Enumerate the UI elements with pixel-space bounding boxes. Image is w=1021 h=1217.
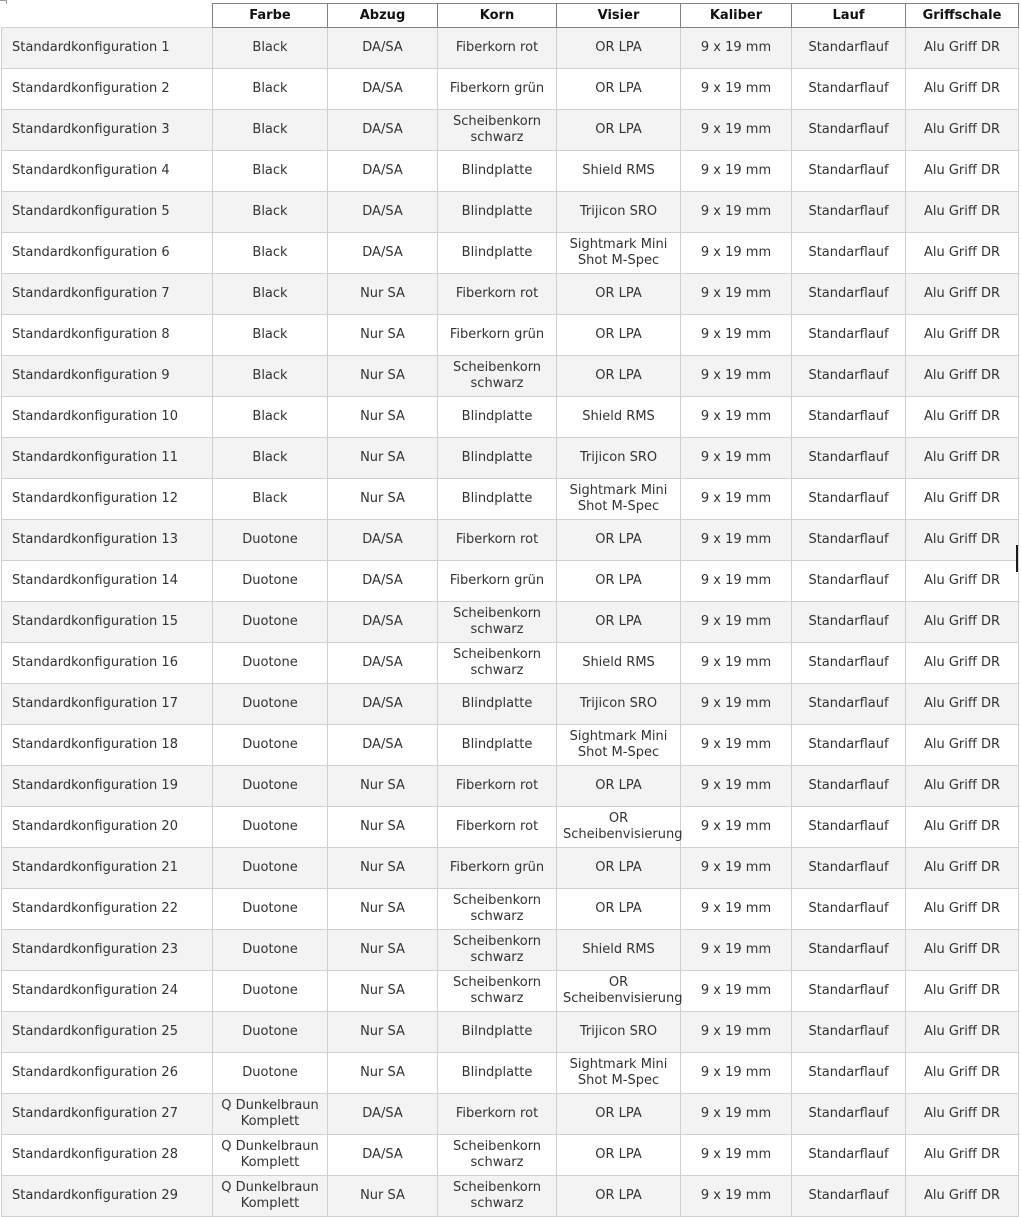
visier-cell: Trijicon SRO	[557, 684, 681, 725]
kaliber-cell: 9 x 19 mm	[681, 192, 792, 233]
farbe-cell: Black	[213, 315, 328, 356]
visier-cell: Shield RMS	[557, 151, 681, 192]
farbe-cell: Duotone	[213, 889, 328, 930]
header-row	[2, 4, 1019, 28]
kaliber-cell: 9 x 19 mm	[681, 110, 792, 151]
table-row	[2, 643, 1019, 684]
config-name-cell: Standardkonfiguration 16	[2, 643, 213, 684]
abzug-cell: DA/SA	[328, 725, 438, 766]
farbe-cell: Duotone	[213, 725, 328, 766]
abzug-cell: DA/SA	[328, 151, 438, 192]
config-name-cell: Standardkonfiguration 29	[2, 1176, 213, 1217]
visier-cell: OR LPA	[557, 1135, 681, 1176]
lauf-cell: Standarflauf	[792, 684, 906, 725]
visier-cell: OR LPA	[557, 1176, 681, 1217]
farbe-cell: Black	[213, 110, 328, 151]
griffschale-cell: Alu Griff DR	[906, 479, 1019, 520]
kaliber-cell: 9 x 19 mm	[681, 315, 792, 356]
griffschale-cell: Alu Griff DR	[906, 561, 1019, 602]
korn-cell: Bilndplatte	[438, 1012, 557, 1053]
kaliber-cell: 9 x 19 mm	[681, 889, 792, 930]
kaliber-cell: 9 x 19 mm	[681, 725, 792, 766]
lauf-cell: Standarflauf	[792, 971, 906, 1012]
config-name-cell: Standardkonfiguration 1	[2, 28, 213, 69]
lauf-cell: Standarflauf	[792, 848, 906, 889]
korn-cell: Fiberkorn rot	[438, 274, 557, 315]
lauf-cell: Standarflauf	[792, 479, 906, 520]
abzug-cell: Nur SA	[328, 807, 438, 848]
table-row	[2, 151, 1019, 192]
visier-cell: OR LPA	[557, 1094, 681, 1135]
table-header	[2, 4, 1019, 28]
kaliber-cell: 9 x 19 mm	[681, 520, 792, 561]
abzug-cell: DA/SA	[328, 28, 438, 69]
config-name-cell: Standardkonfiguration 4	[2, 151, 213, 192]
table-body	[2, 28, 1019, 1217]
lauf-cell: Standarflauf	[792, 151, 906, 192]
farbe-cell: Duotone	[213, 1012, 328, 1053]
table-row	[2, 28, 1019, 69]
griffschale-cell: Alu Griff DR	[906, 438, 1019, 479]
farbe-cell: Black	[213, 28, 328, 69]
griffschale-cell: Alu Griff DR	[906, 848, 1019, 889]
visier-cell: Sightmark Mini Shot M-Spec	[557, 1053, 681, 1094]
griffschale-cell: Alu Griff DR	[906, 192, 1019, 233]
table-row	[2, 1176, 1019, 1217]
lauf-cell: Standarflauf	[792, 930, 906, 971]
farbe-cell: Black	[213, 69, 328, 110]
kaliber-cell: 9 x 19 mm	[681, 28, 792, 69]
abzug-cell: Nur SA	[328, 1053, 438, 1094]
korn-cell: Scheibenkorn schwarz	[438, 356, 557, 397]
visier-cell: OR LPA	[557, 28, 681, 69]
farbe-cell: Duotone	[213, 684, 328, 725]
farbe-cell: Duotone	[213, 602, 328, 643]
config-name-cell: Standardkonfiguration 7	[2, 274, 213, 315]
korn-cell: Blindplatte	[438, 684, 557, 725]
header-cell-korn: Korn	[438, 4, 557, 28]
header-cell-blank	[2, 4, 213, 28]
abzug-cell: DA/SA	[328, 69, 438, 110]
table-row	[2, 1135, 1019, 1176]
visier-cell: OR LPA	[557, 602, 681, 643]
visier-cell: OR Scheibenvisierung	[557, 807, 681, 848]
abzug-cell: Nur SA	[328, 1012, 438, 1053]
farbe-cell: Duotone	[213, 930, 328, 971]
korn-cell: Scheibenkorn schwarz	[438, 643, 557, 684]
lauf-cell: Standarflauf	[792, 889, 906, 930]
korn-cell: Blindplatte	[438, 233, 557, 274]
scroll-indicator	[1016, 545, 1018, 572]
lauf-cell: Standarflauf	[792, 1094, 906, 1135]
kaliber-cell: 9 x 19 mm	[681, 766, 792, 807]
visier-cell: OR LPA	[557, 889, 681, 930]
config-name-cell: Standardkonfiguration 13	[2, 520, 213, 561]
farbe-cell: Black	[213, 192, 328, 233]
header-cell-farbe: Farbe	[213, 4, 328, 28]
abzug-cell: Nur SA	[328, 930, 438, 971]
lauf-cell: Standarflauf	[792, 561, 906, 602]
korn-cell: Fiberkorn rot	[438, 807, 557, 848]
header-cell-visier: Visier	[557, 4, 681, 28]
kaliber-cell: 9 x 19 mm	[681, 274, 792, 315]
farbe-cell: Black	[213, 438, 328, 479]
abzug-cell: Nur SA	[328, 356, 438, 397]
kaliber-cell: 9 x 19 mm	[681, 807, 792, 848]
table-row	[2, 356, 1019, 397]
lauf-cell: Standarflauf	[792, 315, 906, 356]
abzug-cell: DA/SA	[328, 602, 438, 643]
table-row	[2, 1053, 1019, 1094]
table-row	[2, 274, 1019, 315]
table-row	[2, 848, 1019, 889]
kaliber-cell: 9 x 19 mm	[681, 848, 792, 889]
lauf-cell: Standarflauf	[792, 766, 906, 807]
farbe-cell: Q Dunkelbraun Komplett	[213, 1135, 328, 1176]
korn-cell: Scheibenkorn schwarz	[438, 889, 557, 930]
abzug-cell: Nur SA	[328, 889, 438, 930]
abzug-cell: DA/SA	[328, 192, 438, 233]
visier-cell: Shield RMS	[557, 397, 681, 438]
config-name-cell: Standardkonfiguration 8	[2, 315, 213, 356]
visier-cell: Shield RMS	[557, 643, 681, 684]
korn-cell: Scheibenkorn schwarz	[438, 110, 557, 151]
config-name-cell: Standardkonfiguration 10	[2, 397, 213, 438]
korn-cell: Fiberkorn rot	[438, 1094, 557, 1135]
korn-cell: Scheibenkorn schwarz	[438, 930, 557, 971]
header-cell-abzug: Abzug	[328, 4, 438, 28]
farbe-cell: Black	[213, 479, 328, 520]
abzug-cell: Nur SA	[328, 848, 438, 889]
korn-cell: Scheibenkorn schwarz	[438, 1135, 557, 1176]
lauf-cell: Standarflauf	[792, 1012, 906, 1053]
lauf-cell: Standarflauf	[792, 725, 906, 766]
abzug-cell: DA/SA	[328, 561, 438, 602]
table-row	[2, 930, 1019, 971]
visier-cell: Trijicon SRO	[557, 438, 681, 479]
lauf-cell: Standarflauf	[792, 69, 906, 110]
table-row	[2, 397, 1019, 438]
config-name-cell: Standardkonfiguration 15	[2, 602, 213, 643]
griffschale-cell: Alu Griff DR	[906, 1094, 1019, 1135]
korn-cell: Fiberkorn rot	[438, 766, 557, 807]
kaliber-cell: 9 x 19 mm	[681, 643, 792, 684]
config-name-cell: Standardkonfiguration 28	[2, 1135, 213, 1176]
farbe-cell: Duotone	[213, 971, 328, 1012]
korn-cell: Scheibenkorn schwarz	[438, 602, 557, 643]
table-row	[2, 684, 1019, 725]
table-row	[2, 602, 1019, 643]
visier-cell: OR LPA	[557, 274, 681, 315]
visier-cell: Trijicon SRO	[557, 192, 681, 233]
griffschale-cell: Alu Griff DR	[906, 1012, 1019, 1053]
config-name-cell: Standardkonfiguration 17	[2, 684, 213, 725]
korn-cell: Blindplatte	[438, 397, 557, 438]
config-name-cell: Standardkonfiguration 23	[2, 930, 213, 971]
abzug-cell: DA/SA	[328, 520, 438, 561]
lauf-cell: Standarflauf	[792, 1176, 906, 1217]
kaliber-cell: 9 x 19 mm	[681, 438, 792, 479]
griffschale-cell: Alu Griff DR	[906, 930, 1019, 971]
visier-cell: Sightmark Mini Shot M-Spec	[557, 725, 681, 766]
griffschale-cell: Alu Griff DR	[906, 520, 1019, 561]
kaliber-cell: 9 x 19 mm	[681, 1053, 792, 1094]
visier-cell: OR LPA	[557, 561, 681, 602]
table-row	[2, 110, 1019, 151]
visier-cell: Sightmark Mini Shot M-Spec	[557, 479, 681, 520]
config-name-cell: Standardkonfiguration 3	[2, 110, 213, 151]
header-cell-griffschale: Griffschale	[906, 4, 1019, 28]
abzug-cell: Nur SA	[328, 479, 438, 520]
header-cell-lauf: Lauf	[792, 4, 906, 28]
kaliber-cell: 9 x 19 mm	[681, 971, 792, 1012]
lauf-cell: Standarflauf	[792, 602, 906, 643]
config-name-cell: Standardkonfiguration 2	[2, 69, 213, 110]
abzug-cell: Nur SA	[328, 397, 438, 438]
farbe-cell: Black	[213, 356, 328, 397]
griffschale-cell: Alu Griff DR	[906, 725, 1019, 766]
lauf-cell: Standarflauf	[792, 643, 906, 684]
abzug-cell: DA/SA	[328, 684, 438, 725]
table-row	[2, 561, 1019, 602]
griffschale-cell: Alu Griff DR	[906, 1053, 1019, 1094]
lauf-cell: Standarflauf	[792, 807, 906, 848]
visier-cell: OR LPA	[557, 356, 681, 397]
config-name-cell: Standardkonfiguration 18	[2, 725, 213, 766]
kaliber-cell: 9 x 19 mm	[681, 1176, 792, 1217]
config-name-cell: Standardkonfiguration 24	[2, 971, 213, 1012]
griffschale-cell: Alu Griff DR	[906, 684, 1019, 725]
korn-cell: Blindplatte	[438, 479, 557, 520]
abzug-cell: DA/SA	[328, 110, 438, 151]
lauf-cell: Standarflauf	[792, 1135, 906, 1176]
kaliber-cell: 9 x 19 mm	[681, 561, 792, 602]
korn-cell: Blindplatte	[438, 151, 557, 192]
visier-cell: Trijicon SRO	[557, 1012, 681, 1053]
abzug-cell: Nur SA	[328, 1176, 438, 1217]
visier-cell: OR LPA	[557, 848, 681, 889]
config-name-cell: Standardkonfiguration 27	[2, 1094, 213, 1135]
griffschale-cell: Alu Griff DR	[906, 110, 1019, 151]
farbe-cell: Black	[213, 397, 328, 438]
config-name-cell: Standardkonfiguration 25	[2, 1012, 213, 1053]
kaliber-cell: 9 x 19 mm	[681, 1094, 792, 1135]
farbe-cell: Duotone	[213, 848, 328, 889]
table-row	[2, 1012, 1019, 1053]
kaliber-cell: 9 x 19 mm	[681, 356, 792, 397]
table-row	[2, 889, 1019, 930]
griffschale-cell: Alu Griff DR	[906, 602, 1019, 643]
griffschale-cell: Alu Griff DR	[906, 889, 1019, 930]
kaliber-cell: 9 x 19 mm	[681, 397, 792, 438]
korn-cell: Fiberkorn grün	[438, 848, 557, 889]
abzug-cell: Nur SA	[328, 315, 438, 356]
abzug-cell: DA/SA	[328, 643, 438, 684]
config-name-cell: Standardkonfiguration 9	[2, 356, 213, 397]
config-name-cell: Standardkonfiguration 14	[2, 561, 213, 602]
kaliber-cell: 9 x 19 mm	[681, 1135, 792, 1176]
table-row	[2, 971, 1019, 1012]
visier-cell: OR Scheibenvisierung	[557, 971, 681, 1012]
lauf-cell: Standarflauf	[792, 1053, 906, 1094]
korn-cell: Fiberkorn rot	[438, 28, 557, 69]
config-name-cell: Standardkonfiguration 11	[2, 438, 213, 479]
korn-cell: Scheibenkorn schwarz	[438, 971, 557, 1012]
abzug-cell: Nur SA	[328, 766, 438, 807]
kaliber-cell: 9 x 19 mm	[681, 479, 792, 520]
table-row	[2, 438, 1019, 479]
config-name-cell: Standardkonfiguration 5	[2, 192, 213, 233]
config-name-cell: Standardkonfiguration 12	[2, 479, 213, 520]
korn-cell: Blindplatte	[438, 438, 557, 479]
visier-cell: OR LPA	[557, 315, 681, 356]
kaliber-cell: 9 x 19 mm	[681, 69, 792, 110]
standard-configurations-table	[1, 3, 1019, 1217]
lauf-cell: Standarflauf	[792, 438, 906, 479]
korn-cell: Fiberkorn rot	[438, 520, 557, 561]
griffschale-cell: Alu Griff DR	[906, 315, 1019, 356]
visier-cell: Sightmark Mini Shot M-Spec	[557, 233, 681, 274]
farbe-cell: Duotone	[213, 643, 328, 684]
config-name-cell: Standardkonfiguration 20	[2, 807, 213, 848]
farbe-cell: Duotone	[213, 1053, 328, 1094]
korn-cell: Blindplatte	[438, 1053, 557, 1094]
table-row	[2, 725, 1019, 766]
abzug-cell: DA/SA	[328, 1094, 438, 1135]
griffschale-cell: Alu Griff DR	[906, 807, 1019, 848]
farbe-cell: Black	[213, 233, 328, 274]
config-name-cell: Standardkonfiguration 21	[2, 848, 213, 889]
abzug-cell: Nur SA	[328, 971, 438, 1012]
griffschale-cell: Alu Griff DR	[906, 28, 1019, 69]
griffschale-cell: Alu Griff DR	[906, 766, 1019, 807]
farbe-cell: Duotone	[213, 807, 328, 848]
visier-cell: OR LPA	[557, 69, 681, 110]
griffschale-cell: Alu Griff DR	[906, 274, 1019, 315]
griffschale-cell: Alu Griff DR	[906, 1135, 1019, 1176]
abzug-cell: DA/SA	[328, 1135, 438, 1176]
lauf-cell: Standarflauf	[792, 520, 906, 561]
farbe-cell: Black	[213, 274, 328, 315]
korn-cell: Fiberkorn grün	[438, 561, 557, 602]
kaliber-cell: 9 x 19 mm	[681, 1012, 792, 1053]
abzug-cell: Nur SA	[328, 274, 438, 315]
config-name-cell: Standardkonfiguration 26	[2, 1053, 213, 1094]
visier-cell: OR LPA	[557, 520, 681, 561]
lauf-cell: Standarflauf	[792, 356, 906, 397]
config-name-cell: Standardkonfiguration 6	[2, 233, 213, 274]
table-row	[2, 1094, 1019, 1135]
farbe-cell: Black	[213, 151, 328, 192]
table-row	[2, 807, 1019, 848]
table-row	[2, 315, 1019, 356]
korn-cell: Fiberkorn grün	[438, 315, 557, 356]
farbe-cell: Q Dunkelbraun Komplett	[213, 1094, 328, 1135]
korn-cell: Blindplatte	[438, 725, 557, 766]
lauf-cell: Standarflauf	[792, 274, 906, 315]
visier-cell: Shield RMS	[557, 930, 681, 971]
korn-cell: Blindplatte	[438, 192, 557, 233]
table-row	[2, 69, 1019, 110]
griffschale-cell: Alu Griff DR	[906, 151, 1019, 192]
griffschale-cell: Alu Griff DR	[906, 971, 1019, 1012]
farbe-cell: Duotone	[213, 561, 328, 602]
table-row	[2, 233, 1019, 274]
kaliber-cell: 9 x 19 mm	[681, 151, 792, 192]
abzug-cell: Nur SA	[328, 438, 438, 479]
griffschale-cell: Alu Griff DR	[906, 397, 1019, 438]
abzug-cell: DA/SA	[328, 233, 438, 274]
table-row	[2, 192, 1019, 233]
visier-cell: OR LPA	[557, 110, 681, 151]
farbe-cell: Duotone	[213, 520, 328, 561]
table-row	[2, 479, 1019, 520]
config-name-cell: Standardkonfiguration 19	[2, 766, 213, 807]
griffschale-cell: Alu Griff DR	[906, 233, 1019, 274]
kaliber-cell: 9 x 19 mm	[681, 684, 792, 725]
table-row	[2, 520, 1019, 561]
header-cell-kaliber: Kaliber	[681, 4, 792, 28]
kaliber-cell: 9 x 19 mm	[681, 930, 792, 971]
lauf-cell: Standarflauf	[792, 28, 906, 69]
kaliber-cell: 9 x 19 mm	[681, 233, 792, 274]
farbe-cell: Duotone	[213, 766, 328, 807]
lauf-cell: Standarflauf	[792, 192, 906, 233]
korn-cell: Scheibenkorn schwarz	[438, 1176, 557, 1217]
lauf-cell: Standarflauf	[792, 110, 906, 151]
griffschale-cell: Alu Griff DR	[906, 69, 1019, 110]
visier-cell: OR LPA	[557, 766, 681, 807]
lauf-cell: Standarflauf	[792, 233, 906, 274]
griffschale-cell: Alu Griff DR	[906, 643, 1019, 684]
lauf-cell: Standarflauf	[792, 397, 906, 438]
farbe-cell: Q Dunkelbraun Komplett	[213, 1176, 328, 1217]
griffschale-cell: Alu Griff DR	[906, 356, 1019, 397]
korn-cell: Fiberkorn grün	[438, 69, 557, 110]
kaliber-cell: 9 x 19 mm	[681, 602, 792, 643]
table-row	[2, 766, 1019, 807]
config-name-cell: Standardkonfiguration 22	[2, 889, 213, 930]
griffschale-cell: Alu Griff DR	[906, 1176, 1019, 1217]
